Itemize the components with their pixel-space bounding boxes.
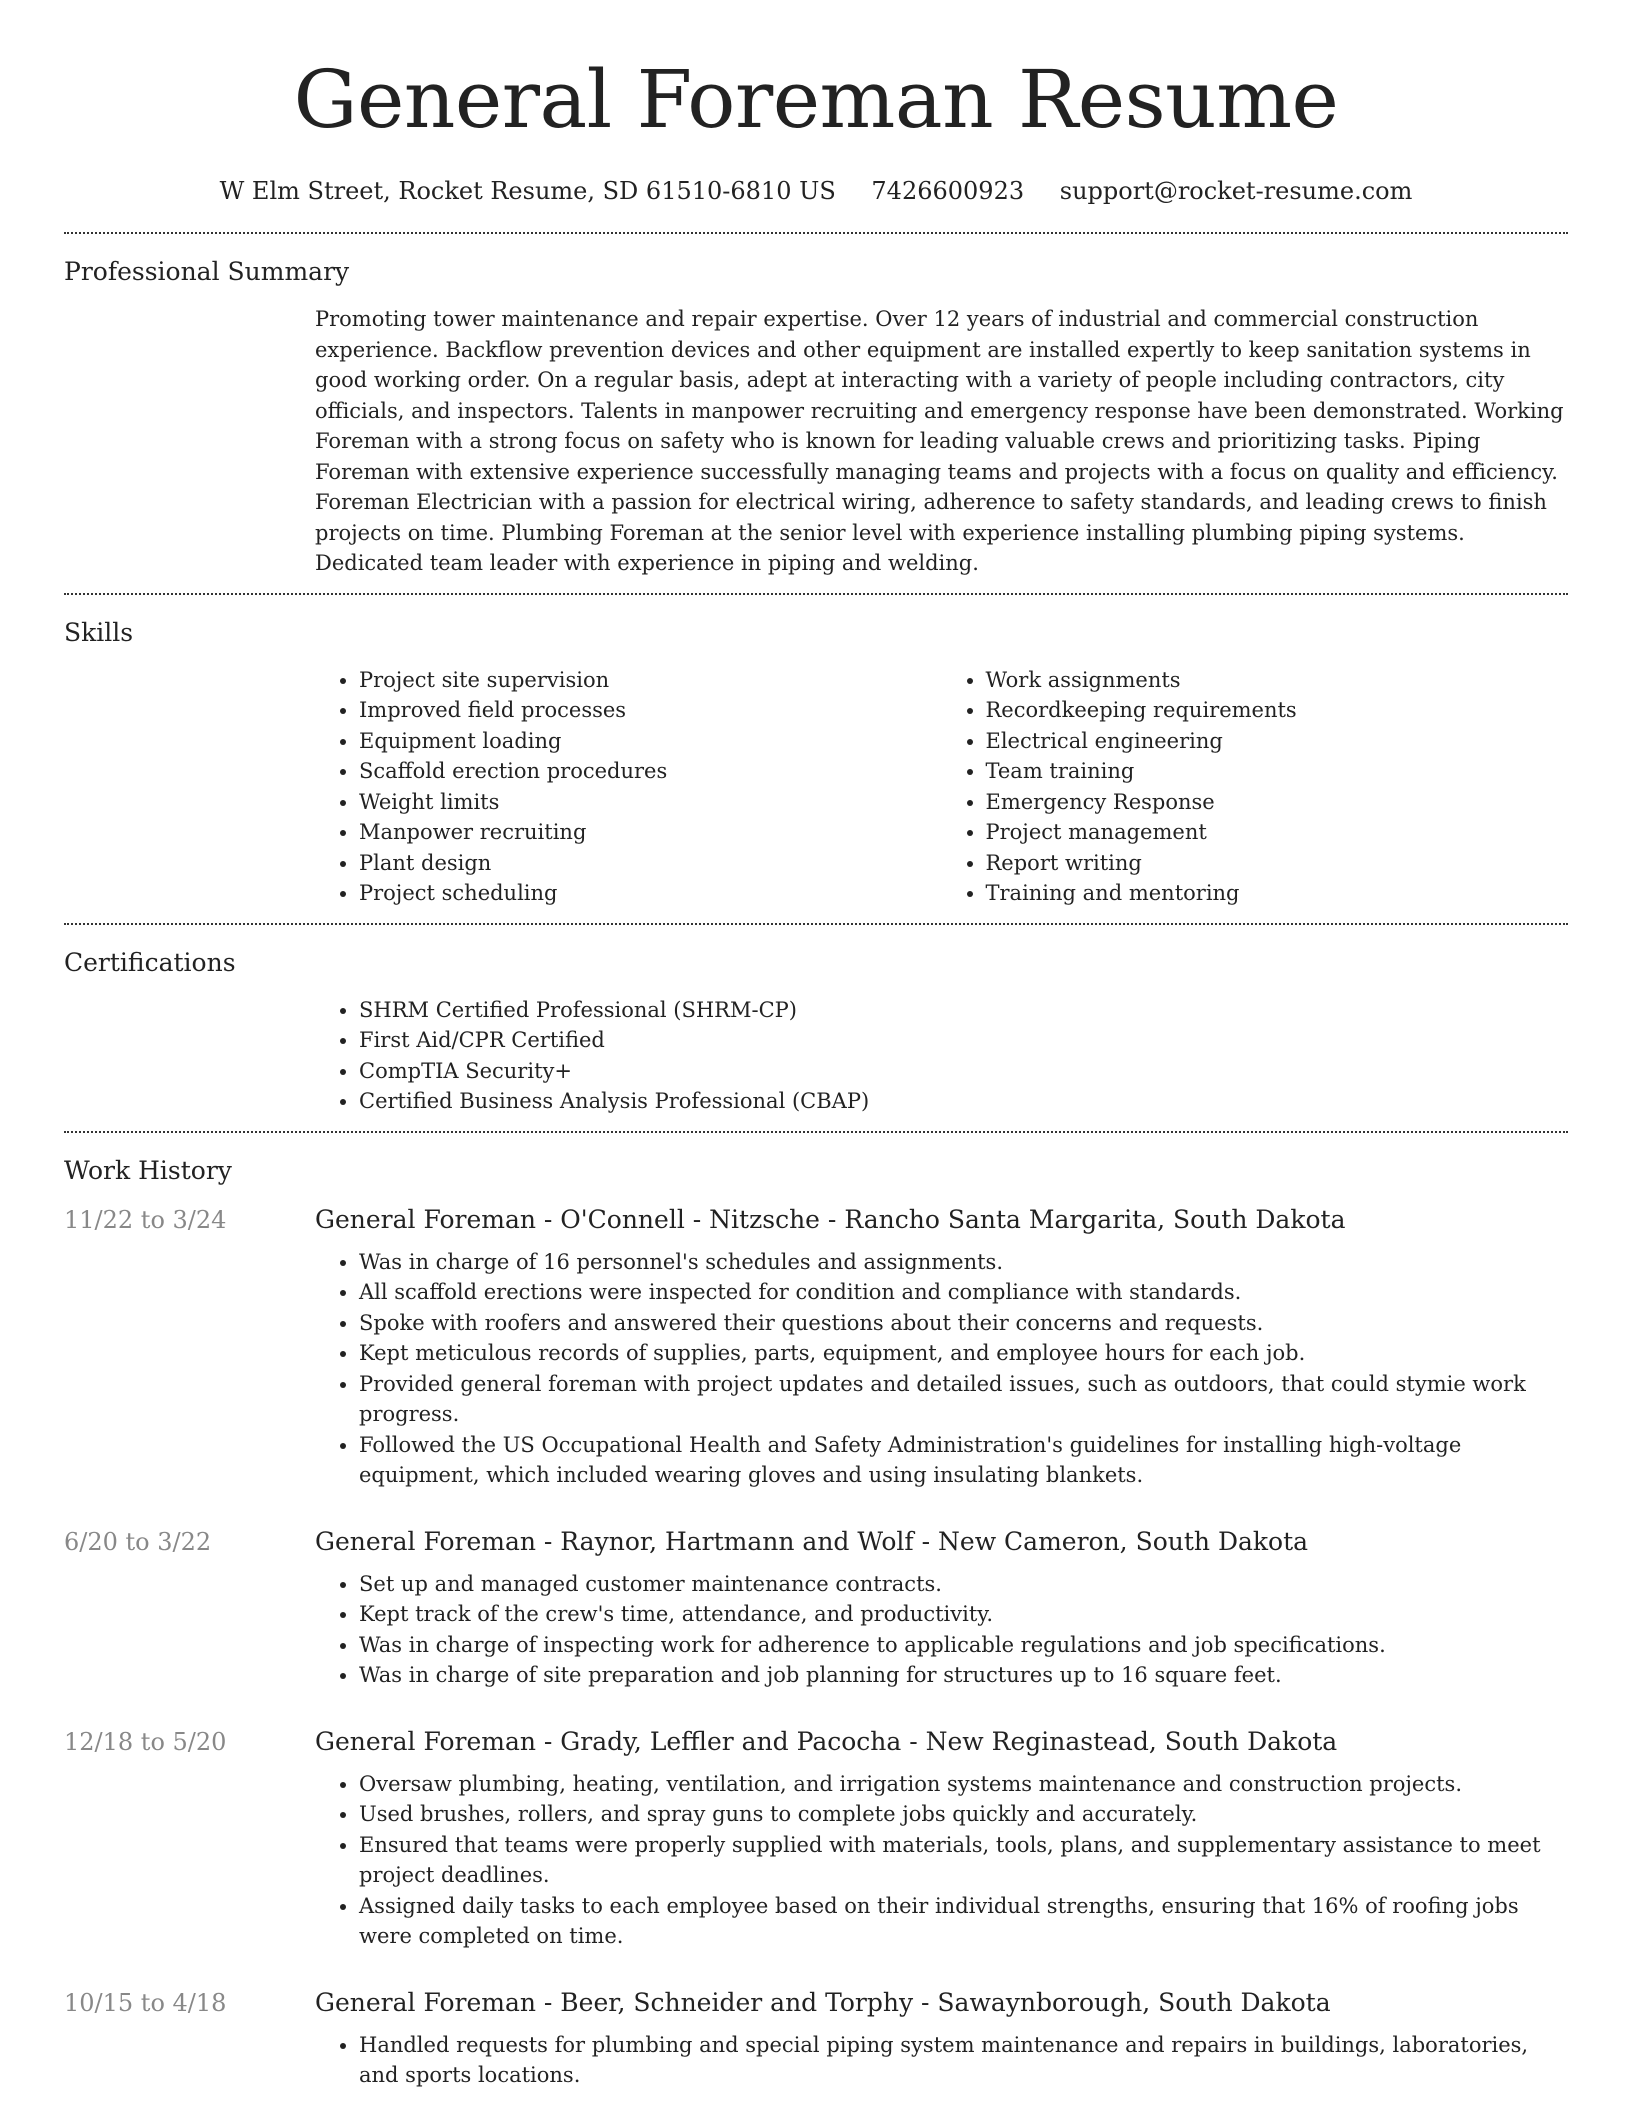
- contact-line: [64, 174, 1568, 208]
- certification-item: • SHRM Certified Professional (SHRM-CP): [359, 995, 1568, 1026]
- job-bullets: [315, 2030, 1568, 2091]
- job-bullet: • Handled requests for plumbing and special piping system maintenance and repairs in buildings, laboratories, and sports locations.: [359, 2030, 1568, 2091]
- work-history-section: [64, 1133, 1568, 2091]
- summary-text: Promoting tower maintenance and repair expertise. Over 12 years of industrial and commercial construction experience. Backflow prevention devices and other equipment are installed expertly to keep sanitation systems in good working order. On a regular basis, adept at interacting with a variety of people including contractors, city officials, and inspectors. Talents in manpower recruiting and emergency response have been demonstrated. Working Foreman with a strong focus on safety who is known for leading valuable crews and prioritizing tasks. Piping Foreman with extensive experience successfully managing teams and projects with a focus on quality and efficiency. Foreman Electrician with a passion for electrical wiring, adherence to safety standards, and leading crews to finish projects on time. Plumbing Foreman at the senior level with experience installing plumbing piping systems. Dedicated team leader with experience in piping and welding.: [315, 307, 1564, 575]
- certifications-body: [315, 995, 1568, 1117]
- job-bullet: • Provided general foreman with project updates and detailed issues, such as outdoors, that could stymie work progress.: [359, 1369, 1568, 1430]
- job-entry: [64, 1986, 1568, 2091]
- job-bullet: • Was in charge of site preparation and job planning for structures up to 16 square feet.: [359, 1660, 1568, 1691]
- skills-list-left: [315, 665, 942, 909]
- job-bullets: [315, 1247, 1568, 1491]
- job-bullet: • Spoke with roofers and answered their questions about their concerns and requests.: [359, 1308, 1568, 1339]
- skill-item: • Project management: [986, 817, 1569, 848]
- summary-section: [64, 234, 1568, 579]
- skill-item: • Emergency Response: [986, 787, 1569, 818]
- job-bullet: • Oversaw plumbing, heating, ventilation, and irrigation systems maintenance and construction projects.: [359, 1769, 1568, 1800]
- job-bullet: • Assigned daily tasks to each employee based on their individual strengths, ensuring that 16% of roofing jobs were completed on time.: [359, 1891, 1568, 1952]
- job-details: [315, 1525, 1568, 1691]
- job-title: General Foreman - O'Connell - Nitzsche - Rancho Santa Margarita, South Dakota: [315, 1204, 1346, 1234]
- certifications-section: [64, 925, 1568, 1117]
- resume-title: General Foreman Resume: [293, 53, 1339, 146]
- job-dates: 6/20 to 3/22: [64, 1527, 212, 1556]
- skill-item: • Plant design: [359, 848, 942, 879]
- job-title: General Foreman - Beer, Schneider and Torphy - Sawaynborough, South Dakota: [315, 1987, 1331, 2017]
- summary-heading: Professional Summary: [64, 257, 350, 286]
- skill-item: • Project site supervision: [359, 665, 942, 696]
- contact-phone: 7426600923: [871, 177, 1025, 205]
- skills-list-right: [942, 665, 1569, 909]
- job-entry: [64, 1203, 1568, 1491]
- certifications-heading: Certifications: [64, 947, 236, 977]
- certification-item: • Certified Business Analysis Professional (CBAP): [359, 1086, 1568, 1117]
- job-bullet: • Set up and managed customer maintenance contracts.: [359, 1569, 1568, 1600]
- job-bullet: • Was in charge of 16 personnel's schedules and assignments.: [359, 1247, 1568, 1278]
- skill-item: • Team training: [986, 756, 1569, 787]
- job-bullet: • Used brushes, rollers, and spray guns to complete jobs quickly and accurately.: [359, 1799, 1568, 1830]
- job-title: General Foreman - Raynor, Hartmann and Wolf - New Cameron, South Dakota: [315, 1526, 1309, 1556]
- skill-item: • Work assignments: [986, 665, 1569, 696]
- job-bullets: [315, 1769, 1568, 1952]
- skill-item: • Manpower recruiting: [359, 817, 942, 848]
- skill-item: • Recordkeeping requirements: [986, 695, 1569, 726]
- skills-columns: [315, 665, 1568, 909]
- job-dates: 11/22 to 3/24: [64, 1205, 227, 1234]
- job-bullet: • All scaffold erections were inspected for condition and compliance with standards.: [359, 1277, 1568, 1308]
- job-bullet: • Followed the US Occupational Health and Safety Administration's guidelines for installing high-voltage equipment, which included wearing gloves and using insulating blankets.: [359, 1430, 1568, 1491]
- certification-item: • First Aid/CPR Certified: [359, 1025, 1568, 1056]
- job-details: [315, 1725, 1568, 1952]
- job-bullet: • Kept track of the crew's time, attendance, and productivity.: [359, 1599, 1568, 1630]
- job-bullet: • Ensured that teams were properly supplied with materials, tools, plans, and supplementary assistance to meet project deadlines.: [359, 1830, 1568, 1891]
- skill-item: • Training and mentoring: [986, 878, 1569, 909]
- skill-item: • Weight limits: [359, 787, 942, 818]
- skill-item: • Project scheduling: [359, 878, 942, 909]
- work-history-heading: Work History: [64, 1155, 232, 1185]
- job-bullet: • Kept meticulous records of supplies, parts, equipment, and employee hours for each job.: [359, 1338, 1568, 1369]
- skill-item: • Electrical engineering: [986, 726, 1569, 757]
- job-dates: 12/18 to 5/20: [64, 1727, 227, 1756]
- job-dates: 10/15 to 4/18: [64, 1988, 227, 2017]
- skill-item: • Equipment loading: [359, 726, 942, 757]
- certifications-list: [315, 995, 1568, 1117]
- skill-item: • Improved field processes: [359, 695, 942, 726]
- skill-item: • Report writing: [986, 848, 1569, 879]
- job-title: General Foreman - Grady, Leffler and Pacocha - New Reginastead, South Dakota: [315, 1726, 1338, 1756]
- skill-item: • Scaffold erection procedures: [359, 756, 942, 787]
- resume-header: [64, 0, 1568, 208]
- job-entry: [64, 1725, 1568, 1952]
- job-bullet: • Was in charge of inspecting work for adherence to applicable regulations and job specifications.: [359, 1630, 1568, 1661]
- contact-address: W Elm Street, Rocket Resume, SD 61510-6810 US: [219, 177, 836, 205]
- contact-email: support@rocket-resume.com: [1059, 177, 1413, 205]
- job-entry: [64, 1525, 1568, 1691]
- skills-section: [64, 595, 1568, 909]
- job-details: [315, 1986, 1568, 2091]
- skills-heading: Skills: [64, 617, 134, 647]
- certification-item: • CompTIA Security+: [359, 1056, 1568, 1087]
- job-details: [315, 1203, 1568, 1491]
- job-bullets: [315, 1569, 1568, 1691]
